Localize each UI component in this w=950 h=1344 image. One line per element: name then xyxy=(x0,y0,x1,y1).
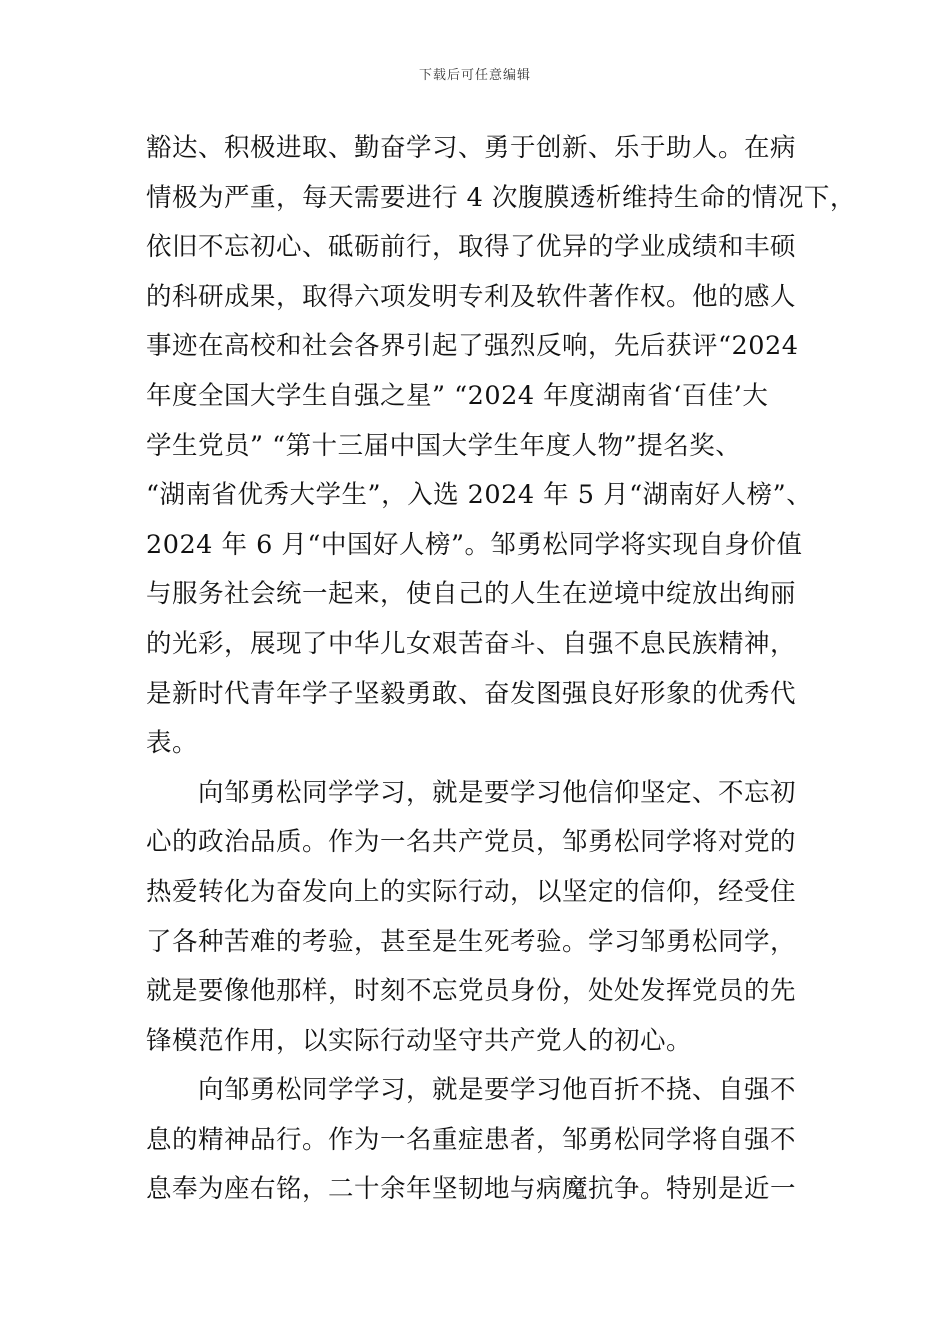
text-line: 2024 年 6 月“中国好人榜”。邹勇松同学将实现自身价值 xyxy=(146,529,803,560)
page-header: 下载后可任意编辑 xyxy=(418,68,531,83)
text-line: 的光彩，展现了中华儿女艰苦奋斗、自强不息民族精神， xyxy=(146,628,797,659)
text-line: 豁达、积极进取、勤奋学习、勇于创新、乐于助人。在病 xyxy=(146,133,797,163)
text-line: 向邹勇松同学学习，就是要学习他百折不挠、自强不 xyxy=(146,1075,797,1106)
text-line: 事迹在高校和社会各界引起了强烈反响，先后获评“2024 xyxy=(146,331,799,362)
text-line: 表。 xyxy=(146,728,199,759)
text-line: 心的政治品质。作为一名共产党员，邹勇松同学将对党的 xyxy=(146,827,797,858)
document-body xyxy=(146,124,856,1215)
text-line: 息的精神品行。作为一名重症患者，邹勇松同学将自强不 xyxy=(146,1124,797,1155)
text-line: 的科研成果，取得六项发明专利及软件著作权。他的感人 xyxy=(146,281,797,312)
text-line: 依旧不忘初心、砥砺前行，取得了优异的学业成绩和丰硕 xyxy=(146,232,797,263)
text-line: 热爱转化为奋发向上的实际行动，以坚定的信仰，经受住 xyxy=(146,876,797,907)
text-line: “湖南省优秀大学生”，入选 2024 年 5 月“湖南好人榜”、 xyxy=(146,480,813,511)
text-line: 向邹勇松同学学习，就是要学习他信仰坚定、不忘初 xyxy=(146,777,797,808)
text-line: 与服务社会统一起来，使自己的人生在逆境中绽放出绚丽 xyxy=(146,579,797,610)
text-line: 年度全国大学生自强之星” “2024 年度湖南省‘百佳’大 xyxy=(146,380,769,411)
text-line: 息奉为座右铭，二十余年坚韧地与病魔抗争。特别是近一 xyxy=(146,1174,797,1205)
text-line: 是新时代青年学子坚毅勇敢、奋发图强良好形象的优秀代 xyxy=(146,678,797,709)
text-line: 就是要像他那样，时刻不忘党员身份，处处发挥党员的先 xyxy=(146,976,797,1007)
text-line: 锋模范作用，以实际行动坚守共产党人的初心。 xyxy=(146,1025,693,1056)
text-line: 学生党员” “第十三届中国大学生年度人物”提名奖、 xyxy=(146,430,742,461)
text-line: 了各种苦难的考验，甚至是生死考验。学习邹勇松同学， xyxy=(146,926,797,957)
text-line: 情极为严重，每天需要进行 4 次腹膜透析维持生命的情况下， xyxy=(146,182,856,213)
